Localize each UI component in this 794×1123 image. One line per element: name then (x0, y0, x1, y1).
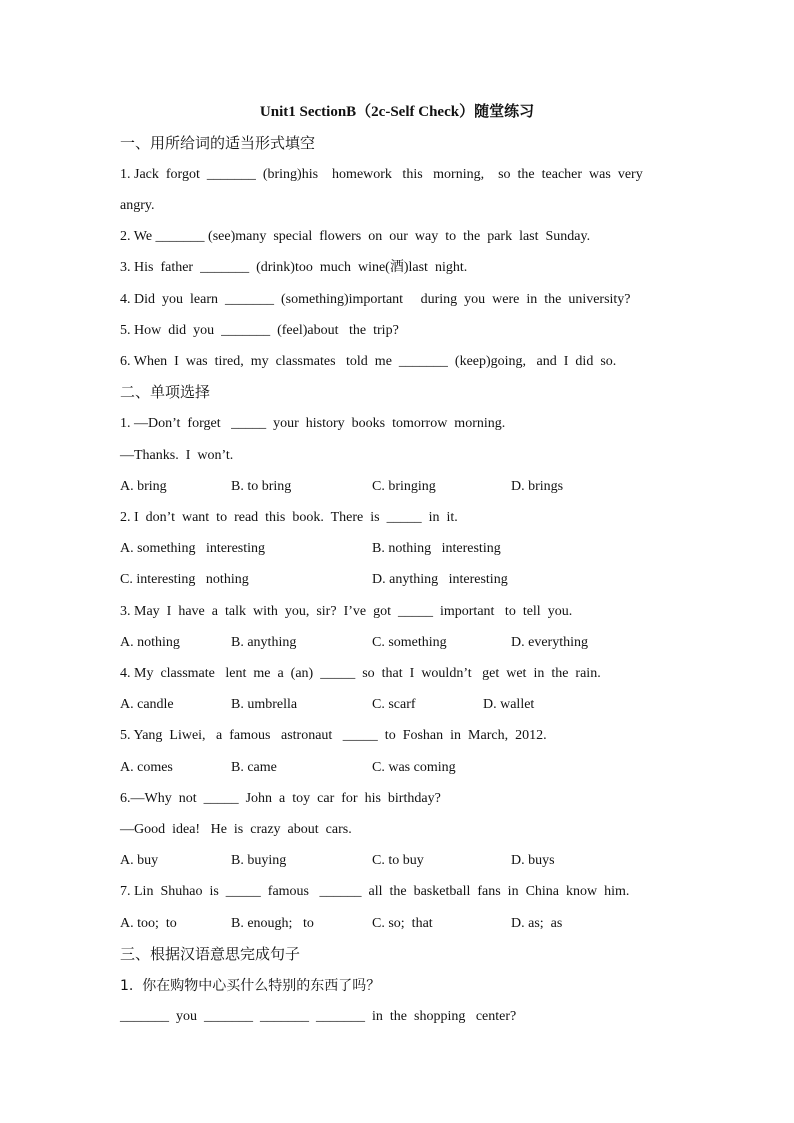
s2-question-1-reply: —Thanks. I won’t. (120, 448, 234, 463)
s2-question-4: 4. My classmate lent me a (an) _____ so that I wouldn’t get wet in the rain. (120, 666, 601, 681)
s2-q3-option-c: C. something (372, 635, 447, 650)
s2-q5-option-a: A. comes (120, 760, 173, 775)
s2-q2-option-c: C. interesting nothing (120, 572, 249, 587)
s2-q1-option-a: A. bring (120, 479, 167, 494)
s1-question-1: 1. Jack forgot _______ (bring)his homework this morning, so the teacher was very (120, 167, 643, 182)
page-title: Unit1 SectionB（2c-Self Check）随堂练习 (259, 104, 535, 120)
s2-q4-option-d: D. wallet (483, 697, 535, 712)
s2-q4-option-a: A. candle (120, 697, 174, 712)
s2-question-5: 5. Yang Liwei, a famous astronaut _____ to Foshan in March, 2012. (120, 728, 547, 743)
s2-question-7: 7. Lin Shuhao is _____ famous ______ all the basketball fans in China know him. (120, 884, 630, 899)
s2-q3-option-b: B. anything (231, 635, 297, 650)
s2-q2-option-b: B. nothing interesting (372, 541, 501, 556)
s2-question-6-reply: —Good idea! He is crazy about cars. (120, 822, 352, 837)
s2-q7-option-c: C. so; that (372, 916, 433, 931)
s1-question-5: 5. How did you _______ (feel)about the trip? (120, 323, 399, 338)
s2-q3-option-d: D. everything (511, 635, 588, 650)
s1-question-3: 3. His father _______ (drink)too much wine(酒)last night. (120, 260, 468, 275)
s2-q7-option-d: D. as; as (511, 916, 563, 931)
s2-q4-option-b: B. umbrella (231, 697, 298, 712)
s2-q7-option-a: A. too; to (120, 916, 177, 931)
s3-question-1: 1. 你在购物中心买什么特别的东西了吗？ (120, 978, 381, 994)
s2-q6-option-b: B. buying (231, 853, 287, 868)
s2-q6-option-a: A. buy (120, 853, 159, 868)
s2-q1-option-c: C. bringing (372, 479, 436, 494)
s2-q4-option-c: C. scarf (372, 697, 416, 712)
s2-question-1: 1. —Don’t forget _____ your history books tomorrow morning. (120, 416, 506, 431)
s2-q2-option-a: A. something interesting (120, 541, 266, 556)
s2-q6-option-d: D. buys (511, 853, 555, 868)
s2-q1-option-b: B. to bring (231, 479, 292, 494)
s2-question-2: 2. I don’t want to read this book. There is _____ in it. (120, 510, 458, 525)
s2-question-3: 3. May I have a talk with you, sir? I’ve got _____ important to tell you. (120, 604, 573, 619)
s2-q3-option-a: A. nothing (120, 635, 180, 650)
s1-question-4: 4. Did you learn _______ (something)important during you were in the university? (120, 292, 631, 307)
s2-q1-option-d: D. brings (511, 479, 564, 494)
section-3-heading: 三、根据汉语意思完成句子 (120, 945, 301, 963)
s2-q7-option-b: B. enough; to (231, 916, 314, 931)
s2-q6-option-c: C. to buy (372, 853, 424, 868)
s1-question-1-cont: angry. (120, 198, 155, 213)
s2-question-6: 6.—Why not _____ John a toy car for his birthday? (120, 791, 441, 806)
s3-question-1-answer-line: _______ you _______ _______ _______ in the shopping center? (120, 1009, 517, 1024)
section-1-heading: 一、用所给词的适当形式填空 (120, 134, 316, 152)
s1-question-6: 6. When I was tired, my classmates told me _______ (keep)going, and I did so. (120, 354, 617, 369)
s1-question-2: 2. We _______ (see)many special flowers on our way to the park last Sunday. (120, 229, 591, 244)
s2-q5-option-b: B. came (231, 760, 277, 775)
s2-q2-option-d: D. anything interesting (372, 572, 508, 587)
s2-q5-option-c: C. was coming (372, 760, 456, 775)
section-2-heading: 二、单项选择 (120, 383, 211, 401)
